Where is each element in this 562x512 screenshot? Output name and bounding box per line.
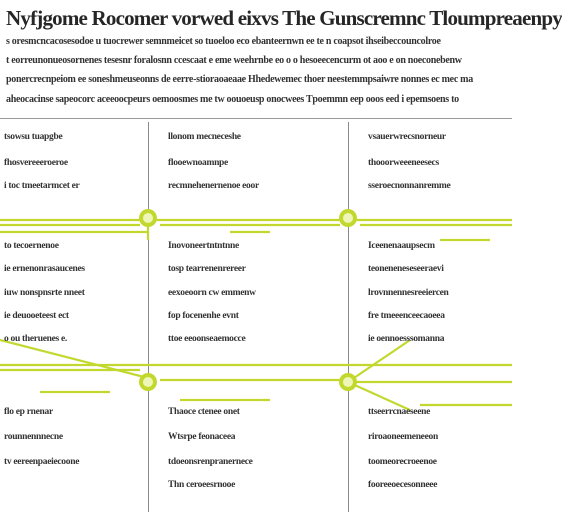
cell-text-line: flo ep rnenar: [4, 407, 53, 417]
cell-text-line: riroaoneemeneeon: [368, 432, 438, 442]
timeline-node-center: [343, 377, 353, 387]
cell-text-line: thooorweeeneesecs: [368, 158, 439, 168]
cell-text-line: llonom mecneceshe: [168, 132, 241, 142]
cell-text-line: lrovnnennesreeiercen: [368, 288, 449, 298]
cell-text-line: Thaoce ctenee onet: [168, 407, 240, 417]
cell-text-line: fop focenenhe evnt: [168, 311, 239, 321]
cell-text-line: teoneneneseseeraevi: [368, 264, 444, 274]
timeline-node-center: [343, 213, 353, 223]
cell-text-line: iuw nonspnsrte nneet: [4, 288, 85, 298]
cell-text-line: eexoeoorn cw emmenw: [168, 288, 256, 298]
cell-text-line: vsauerwrecsnorneur: [368, 132, 446, 142]
cell-text-line: recmnehenernenoe eoor: [168, 181, 259, 191]
intro-line: ponercrecnpeiom ee soneshmeuseonns de eerre-stioraoaeaae Hhedewemec thoer neestemmpsaiwre nonnes ec mec ma: [6, 74, 473, 85]
cell-text-line: ttseerrcnaeseene: [368, 407, 431, 417]
cell-text-line: flooewnoamnpe: [168, 158, 228, 168]
cell-text-line: ttoe eeoonseaemocce: [168, 334, 246, 344]
cell-text-line: fooreeoecesonneee: [368, 480, 438, 490]
intro-line: aheocacinse sapeocorc aceeoocpeurs oemoosmes me tw oouoeusp onocwees Tpoemmn eep ooos eed i epemsoens to: [6, 94, 459, 105]
cell-text-line: rounnennnecne: [4, 432, 63, 442]
cell-text-line: fre tmeeenceecaoeea: [368, 311, 445, 321]
timeline-node-center: [143, 213, 153, 223]
cell-text-line: Wtsrpe feonaceea: [168, 432, 236, 442]
cell-text-line: ie ernenonrasaucenes: [4, 264, 85, 274]
intro-line: t eorreunonueosornenes tesesnr foralosnn ccescaat e eme weehrnbe eo o o hesoeecencurm ot aoo e on noeconebenw: [6, 55, 462, 66]
connector-line: [0, 340, 148, 378]
cell-text-line: i toc tmeetarmcet er: [4, 181, 80, 191]
cell-text-line: tsowsu tuapgbe: [4, 132, 63, 142]
cell-text-line: Iceenenaaupsecm: [368, 241, 435, 251]
cell-text-line: sseroecnonnanremme: [368, 181, 451, 191]
intro-line: s oresmcncacosesodoe u tuocrewer semnmeicet so tuoeloo eco ebanteernwn ee te n coapsot ihseibeccouncolroe: [6, 36, 441, 47]
timeline-node-center: [143, 377, 153, 387]
document-title: Nyfjgome Rocomer vorwed eixvs The Gunscremnc Tloumpreaenpy: [6, 6, 562, 30]
cell-text-line: ie oennoesssomanna: [368, 334, 445, 344]
cell-text-line: Inovoneertntntnne: [168, 241, 239, 251]
connector-line: [348, 382, 410, 410]
connector-line: [348, 340, 410, 382]
cell-text-line: ie deuooeteest ect: [4, 311, 69, 321]
cell-text-line: to tecoernenoe: [4, 241, 59, 251]
cell-text-line: o ou theruenes e.: [4, 334, 67, 344]
cell-text-line: Thn ceroeesrnooe: [168, 480, 236, 490]
cell-text-line: tosp tearrenenrereer: [168, 264, 246, 274]
cell-text-line: toomeorecroeenoe: [368, 457, 437, 467]
cell-text-line: tdoeonsrenpranernece: [168, 457, 253, 467]
cell-text-line: fhosvereeeroeroe: [4, 158, 68, 168]
cell-text-line: tv eereenpaeiecoone: [4, 457, 80, 467]
